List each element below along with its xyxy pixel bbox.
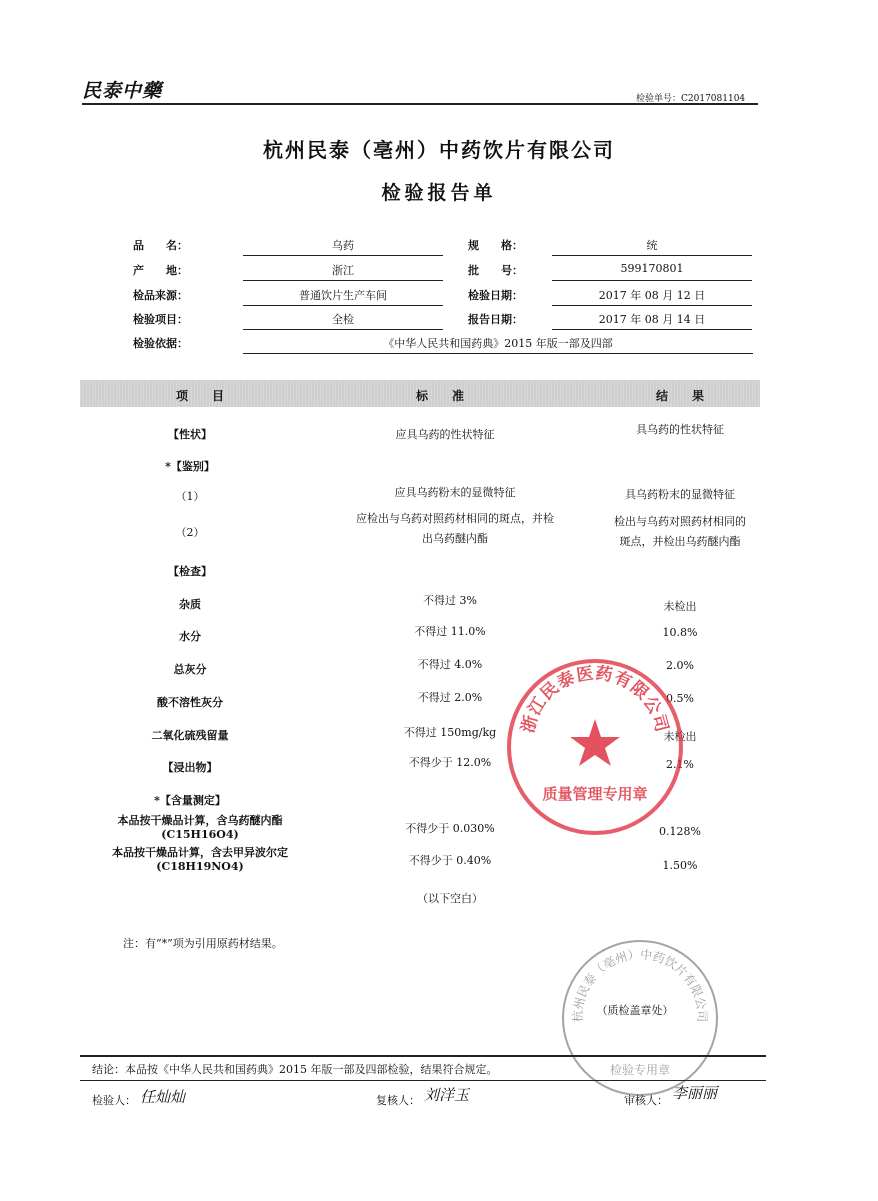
row-standard-assay-1: 不得少于 0.030%	[405, 822, 495, 835]
row-result-traits: 具乌药的性状特征	[636, 423, 724, 436]
name-label: 品 名：	[133, 239, 188, 252]
row-standard-extract: 不得少于 12.0%	[408, 756, 492, 769]
inspection-seal-inner-text: 检验专用章	[609, 1063, 671, 1077]
field-underline	[243, 255, 443, 256]
inspector-signature: 任灿灿	[140, 1088, 186, 1106]
name-value: 乌药	[332, 239, 354, 252]
conclusion-rule	[80, 1055, 766, 1057]
report-date-label: 报告日期：	[468, 313, 523, 326]
field-underline	[552, 255, 752, 256]
row-standard-ident-1: 应具乌药粉末的显微特征	[394, 486, 516, 499]
inspection-seal-graphic	[564, 942, 716, 1094]
conclusion-text: 结论：本品按《中华人民共和国药典》2015 年版一部及四部检验，结果符合规定。	[92, 1063, 498, 1076]
inspection-seal	[562, 940, 718, 1096]
column-header-result: 结 果	[655, 389, 704, 403]
row-label-assay-1-line1: 本品按干燥品计算，含乌药醚内酯	[117, 814, 283, 827]
row-result-total-ash: 2.0%	[666, 659, 694, 672]
document-title: 检验报告单	[381, 182, 497, 204]
field-underline	[243, 329, 443, 330]
row-standard-so2: 不得过 150mg/kg	[403, 726, 497, 739]
row-label-ident-2: （2）	[175, 526, 205, 539]
row-result-ident-2-line2: 斑点，并检出乌药醚内酯	[619, 535, 741, 548]
row-standard-assay-2: 不得少于 0.40%	[408, 854, 492, 867]
row-label-acid-ash: 酸不溶性灰分	[157, 696, 223, 709]
seal-placeholder-text: （质检盖章处）	[596, 1004, 674, 1017]
item-label: 检验项目：	[133, 313, 188, 326]
test-date-value: 2017 年 08 月 12 日	[598, 289, 706, 302]
row-standard-acid-ash: 不得过 2.0%	[417, 691, 483, 704]
row-label-ident-1: （1）	[175, 490, 205, 503]
row-standard-impurity: 不得过 3%	[423, 594, 477, 607]
row-result-assay-1: 0.128%	[659, 825, 701, 838]
quality-seal-graphic	[511, 663, 679, 831]
row-label-assay-1-line2: (C15H16O4)	[161, 828, 239, 841]
field-underline	[552, 280, 752, 281]
header-rule	[82, 103, 758, 105]
row-standard-traits: 应具乌药的性状特征	[395, 428, 495, 441]
column-header-item: 项 目	[175, 389, 224, 403]
row-label-total-ash: 总灰分	[173, 663, 207, 676]
company-name: 杭州民泰（亳州）中药饮片有限公司	[263, 138, 615, 162]
field-underline	[243, 353, 753, 354]
column-header-standard: 标 准	[415, 389, 464, 403]
quality-seal	[507, 659, 683, 835]
row-label-identification: *【鉴别】	[165, 460, 215, 473]
row-result-water: 10.8%	[662, 626, 698, 639]
row-label-traits: 【性状】	[168, 428, 212, 441]
row-result-extract: 2.1%	[666, 758, 694, 771]
quality-seal-outer-text: 浙江民泰医药有限公司	[518, 663, 672, 736]
footnote: 注：有“*”项为引用原药材结果。	[123, 937, 283, 950]
field-underline	[243, 305, 443, 306]
row-label-assay-2-line1: 本品按干燥品计算，含去甲异波尔定	[112, 846, 288, 859]
test-number: 检验单号：C2017081104	[636, 94, 746, 104]
approver-label: 审核人：	[624, 1094, 668, 1107]
field-underline	[243, 280, 443, 281]
field-underline	[552, 329, 752, 330]
basis-value: 《中华人民共和国药典》2015 年版一部及四部	[383, 337, 613, 350]
spec-value: 统	[646, 239, 658, 252]
row-result-impurity: 未检出	[663, 600, 697, 613]
company-logo: 民泰中藥	[82, 80, 163, 102]
batch-value: 599170801	[620, 262, 684, 275]
quality-seal-inner-text: 质量管理专用章	[542, 785, 648, 803]
row-standard-total-ash: 不得过 4.0%	[417, 658, 483, 671]
row-result-so2: 未检出	[663, 730, 697, 743]
row-result-acid-ash: 0.5%	[666, 692, 694, 705]
approver-signature: 李丽丽	[672, 1084, 718, 1102]
row-result-ident-2-line1: 检出与乌药对照药材相同的	[614, 515, 746, 528]
row-standard-ident-2-line2: 出乌药醚内酯	[422, 532, 488, 545]
star-icon	[570, 719, 620, 766]
origin-value: 浙江	[332, 264, 354, 277]
row-result-assay-2: 1.50%	[662, 859, 698, 872]
row-result-ident-1: 具乌药粉末的显微特征	[625, 488, 735, 501]
report-date-value: 2017 年 08 月 14 日	[598, 313, 706, 326]
spec-label: 规 格：	[468, 239, 523, 252]
row-standard-ident-2-line1: 应检出与乌药对照药材相同的斑点，并检	[356, 512, 554, 525]
reviewer-label: 复核人：	[376, 1094, 420, 1107]
row-label-assay: *【含量测定】	[154, 794, 226, 807]
inspector-label: 检验人：	[92, 1094, 136, 1107]
row-label-so2: 二氧化硫残留量	[151, 729, 229, 742]
row-standard-water: 不得过 11.0%	[414, 625, 486, 638]
origin-label: 产 地：	[133, 264, 188, 277]
basis-label: 检验依据：	[133, 337, 188, 350]
batch-label: 批 号：	[468, 264, 523, 277]
row-label-water: 水分	[179, 630, 201, 643]
inspection-seal-outer-text: 杭州民泰（亳州）中药饮片有限公司	[570, 947, 710, 1023]
row-label-impurity: 杂质	[179, 598, 201, 611]
conclusion-underline	[80, 1080, 766, 1081]
item-value: 全检	[332, 313, 354, 326]
reviewer-signature: 刘洋玉	[424, 1086, 470, 1104]
row-label-extract: 【浸出物】	[162, 761, 218, 774]
row-label-assay-2-line2: (C18H19NO4)	[156, 860, 244, 873]
blank-below-marker: （以下空白）	[417, 892, 483, 905]
source-value: 普通饮片生产车间	[299, 289, 387, 302]
source-label: 检品来源：	[133, 289, 188, 302]
field-underline	[552, 305, 752, 306]
row-label-check: 【检查】	[168, 565, 212, 578]
test-date-label: 检验日期：	[468, 289, 523, 302]
